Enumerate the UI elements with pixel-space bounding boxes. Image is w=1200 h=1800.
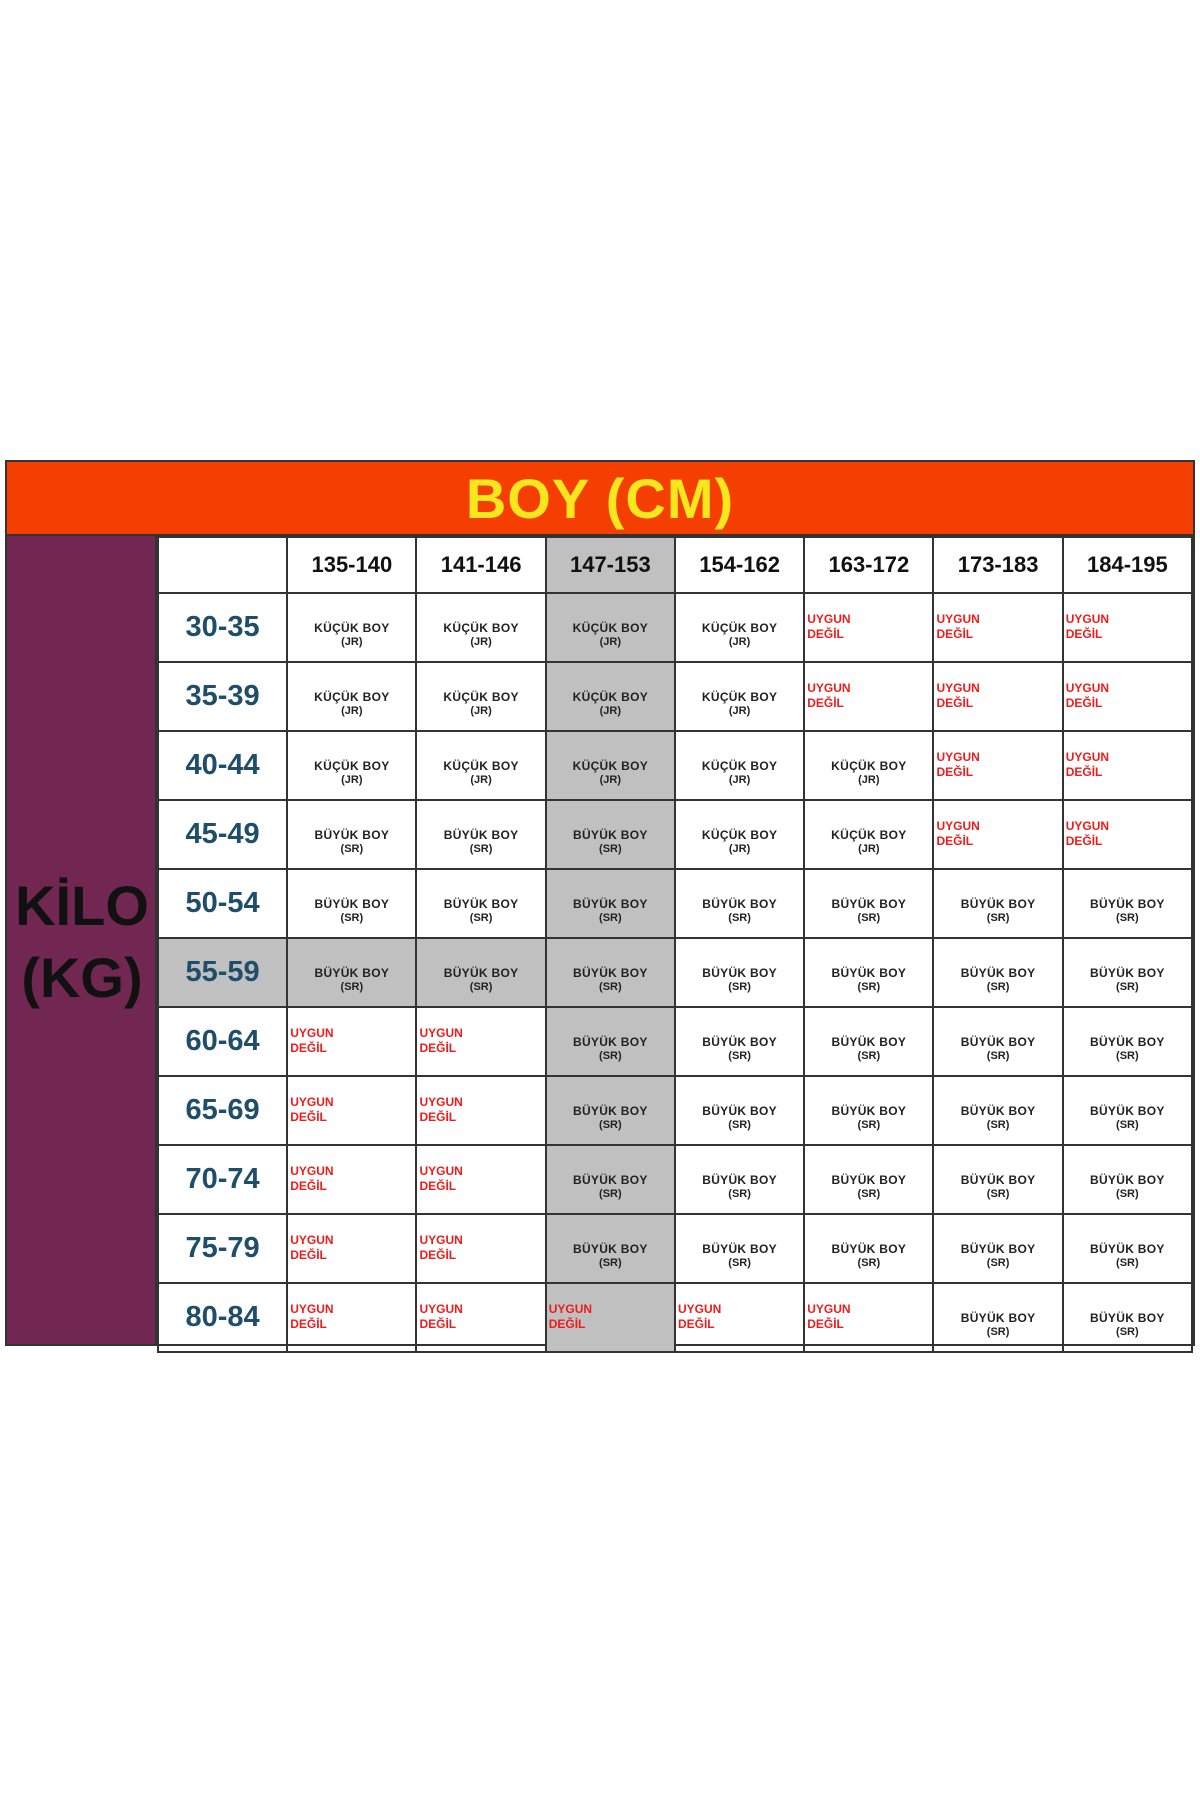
- small-size-cell: [287, 662, 416, 731]
- size-name-label: BÜYÜK BOY: [572, 966, 648, 980]
- not-suitable-label: UYGUN: [548, 1302, 593, 1316]
- size-code-label: (JR): [470, 774, 492, 786]
- weight-row: [158, 662, 1192, 731]
- height-header-cell: [933, 537, 1062, 593]
- not-suitable-label: DEĞİL: [677, 1317, 715, 1331]
- not-suitable-label: UYGUN: [419, 1233, 463, 1247]
- height-header-cell: [1063, 537, 1192, 593]
- size-name-label: BÜYÜK BOY: [1090, 1035, 1165, 1049]
- not-suitable-label: DEĞİL: [936, 696, 974, 710]
- size-name-label: BÜYÜK BOY: [572, 1035, 648, 1049]
- weight-row: [158, 1145, 1192, 1214]
- not-suitable-label: UYGUN: [936, 612, 980, 626]
- weight-range-label: 60-64: [185, 1025, 260, 1057]
- large-size-cell: [675, 938, 804, 1007]
- not-suitable-label: DEĞİL: [290, 1041, 327, 1055]
- size-name-label: BÜYÜK BOY: [1090, 966, 1165, 980]
- size-name-label: KÜÇÜK BOY: [314, 759, 390, 773]
- large-size-cell: [675, 1076, 804, 1145]
- size-name-label: KÜÇÜK BOY: [443, 759, 519, 773]
- size-code-label: (SR): [599, 1050, 622, 1062]
- size-name-label: KÜÇÜK BOY: [831, 828, 907, 842]
- size-code-label: (JR): [470, 705, 492, 717]
- size-code-label: (SR): [857, 1188, 881, 1200]
- large-size-cell: [546, 1145, 675, 1214]
- size-name-label: BÜYÜK BOY: [960, 1173, 1036, 1187]
- not-suitable-cell: [416, 1283, 545, 1352]
- title-bar: [7, 462, 1193, 536]
- height-header-cell: [546, 537, 675, 593]
- not-suitable-label: DEĞİL: [1065, 696, 1103, 710]
- size-code-label: (JR): [341, 774, 363, 786]
- not-suitable-cell: [1063, 662, 1192, 731]
- weight-range-label: 65-69: [185, 1094, 260, 1126]
- size-name-label: BÜYÜK BOY: [572, 1173, 648, 1187]
- not-suitable-cell: [933, 593, 1062, 662]
- not-suitable-cell: [287, 1214, 416, 1283]
- size-name-label: KÜÇÜK BOY: [701, 828, 778, 842]
- not-suitable-label: DEĞİL: [419, 1041, 457, 1055]
- corner-cell: [158, 537, 287, 593]
- size-code-label: (SR): [599, 1257, 622, 1269]
- weight-row: [158, 938, 1192, 1007]
- not-suitable-cell: [675, 1283, 804, 1352]
- large-size-cell: [1063, 1214, 1192, 1283]
- size-name-label: BÜYÜK BOY: [960, 1104, 1036, 1118]
- large-size-cell: [804, 869, 933, 938]
- size-grid: [157, 536, 1193, 1353]
- large-size-cell: [933, 1076, 1062, 1145]
- size-code-label: (SR): [728, 1119, 751, 1131]
- size-name-label: BÜYÜK BOY: [831, 966, 907, 980]
- large-size-cell: [1063, 869, 1192, 938]
- weight-row: [158, 800, 1192, 869]
- large-size-cell: [675, 869, 804, 938]
- not-suitable-label: UYGUN: [1065, 612, 1110, 626]
- not-suitable-label: UYGUN: [290, 1026, 334, 1040]
- height-range-label: 141-146: [440, 552, 522, 577]
- size-code-label: (JR): [599, 774, 622, 786]
- weight-range-label: 35-39: [185, 680, 260, 712]
- small-size-cell: [804, 731, 933, 800]
- weight-range-label: 70-74: [185, 1163, 260, 1195]
- size-code-label: (JR): [858, 843, 880, 855]
- height-range-label: 154-162: [699, 552, 780, 577]
- size-name-label: BÜYÜK BOY: [960, 1035, 1036, 1049]
- size-code-label: (SR): [599, 1188, 622, 1200]
- weight-row: [158, 1007, 1192, 1076]
- not-suitable-label: DEĞİL: [419, 1248, 457, 1262]
- not-suitable-cell: [933, 662, 1062, 731]
- size-name-label: KÜÇÜK BOY: [314, 621, 390, 635]
- size-name-label: KÜÇÜK BOY: [701, 621, 778, 635]
- not-suitable-label: UYGUN: [290, 1233, 334, 1247]
- large-size-cell: [416, 938, 545, 1007]
- size-name-label: BÜYÜK BOY: [314, 966, 390, 980]
- large-size-cell: [933, 938, 1062, 1007]
- size-name-label: BÜYÜK BOY: [572, 897, 648, 911]
- size-name-label: BÜYÜK BOY: [960, 1242, 1036, 1256]
- large-size-cell: [416, 800, 545, 869]
- size-name-label: KÜÇÜK BOY: [314, 690, 390, 704]
- not-suitable-label: UYGUN: [419, 1095, 463, 1109]
- not-suitable-label: DEĞİL: [936, 765, 974, 779]
- not-suitable-label: UYGUN: [807, 681, 851, 695]
- size-name-label: BÜYÜK BOY: [960, 1311, 1036, 1325]
- size-name-label: BÜYÜK BOY: [960, 897, 1036, 911]
- small-size-cell: [675, 593, 804, 662]
- size-name-label: BÜYÜK BOY: [831, 1173, 907, 1187]
- size-name-label: BÜYÜK BOY: [702, 1104, 777, 1118]
- not-suitable-label: DEĞİL: [807, 1317, 844, 1331]
- not-suitable-label: DEĞİL: [419, 1179, 457, 1193]
- size-name-label: BÜYÜK BOY: [314, 828, 390, 842]
- size-code-label: (SR): [469, 912, 493, 924]
- not-suitable-label: DEĞİL: [419, 1317, 457, 1331]
- not-suitable-cell: [933, 800, 1062, 869]
- large-size-cell: [933, 1283, 1062, 1352]
- weight-label-cell: [158, 731, 287, 800]
- size-code-label: (SR): [340, 843, 364, 855]
- not-suitable-cell: [287, 1076, 416, 1145]
- size-code-label: (SR): [599, 843, 622, 855]
- size-name-label: BÜYÜK BOY: [443, 897, 519, 911]
- small-size-cell: [416, 593, 545, 662]
- not-suitable-cell: [804, 593, 933, 662]
- weight-row: [158, 1214, 1192, 1283]
- large-size-cell: [1063, 1145, 1192, 1214]
- large-size-cell: [804, 1145, 933, 1214]
- large-size-cell: [1063, 938, 1192, 1007]
- size-code-label: (JR): [470, 636, 492, 648]
- size-code-label: (SR): [469, 981, 493, 993]
- not-suitable-label: UYGUN: [290, 1302, 334, 1316]
- not-suitable-label: UYGUN: [1065, 750, 1110, 764]
- size-code-label: (SR): [340, 981, 364, 993]
- large-size-cell: [546, 1214, 675, 1283]
- not-suitable-label: DEĞİL: [290, 1248, 327, 1262]
- weight-row: [158, 593, 1192, 662]
- weight-label-cell: [158, 869, 287, 938]
- not-suitable-label: DEĞİL: [807, 627, 844, 641]
- not-suitable-label: DEĞİL: [1065, 834, 1103, 848]
- size-name-label: KÜÇÜK BOY: [572, 690, 649, 704]
- size-code-label: (SR): [469, 843, 493, 855]
- large-size-cell: [1063, 1007, 1192, 1076]
- size-name-label: BÜYÜK BOY: [314, 897, 390, 911]
- size-code-label: (SR): [986, 1119, 1010, 1131]
- size-code-label: (SR): [1116, 1050, 1139, 1062]
- not-suitable-label: UYGUN: [290, 1095, 334, 1109]
- size-name-label: BÜYÜK BOY: [572, 828, 648, 842]
- size-code-label: (SR): [728, 1257, 751, 1269]
- weight-label-cell: [158, 1283, 287, 1352]
- weight-side-panel: [7, 536, 157, 1344]
- not-suitable-cell: [933, 731, 1062, 800]
- large-size-cell: [546, 1076, 675, 1145]
- size-name-label: BÜYÜK BOY: [1090, 1104, 1165, 1118]
- size-code-label: (SR): [1116, 1188, 1139, 1200]
- size-code-label: (SR): [599, 1119, 622, 1131]
- size-code-label: (SR): [728, 1188, 751, 1200]
- not-suitable-label: UYGUN: [1065, 819, 1110, 833]
- size-code-label: (SR): [728, 981, 751, 993]
- large-size-cell: [546, 1007, 675, 1076]
- height-header-cell: [804, 537, 933, 593]
- size-code-label: (JR): [341, 636, 363, 648]
- large-size-cell: [287, 869, 416, 938]
- not-suitable-cell: [1063, 593, 1192, 662]
- size-name-label: BÜYÜK BOY: [831, 1242, 907, 1256]
- not-suitable-cell: [416, 1076, 545, 1145]
- size-name-label: BÜYÜK BOY: [831, 897, 907, 911]
- size-code-label: (SR): [857, 912, 881, 924]
- not-suitable-label: DEĞİL: [290, 1110, 327, 1124]
- size-name-label: BÜYÜK BOY: [1090, 897, 1165, 911]
- large-size-cell: [804, 1007, 933, 1076]
- small-size-cell: [675, 731, 804, 800]
- size-name-label: KÜÇÜK BOY: [572, 759, 649, 773]
- small-size-cell: [416, 731, 545, 800]
- not-suitable-cell: [287, 1145, 416, 1214]
- weight-range-label: 45-49: [185, 818, 260, 850]
- large-size-cell: [933, 1214, 1062, 1283]
- size-code-label: (SR): [1116, 912, 1139, 924]
- size-name-label: KÜÇÜK BOY: [701, 690, 778, 704]
- not-suitable-cell: [287, 1283, 416, 1352]
- size-name-label: KÜÇÜK BOY: [443, 690, 519, 704]
- not-suitable-label: UYGUN: [807, 612, 851, 626]
- size-code-label: (SR): [728, 1050, 751, 1062]
- not-suitable-label: UYGUN: [936, 819, 980, 833]
- small-size-cell: [804, 800, 933, 869]
- size-name-label: BÜYÜK BOY: [702, 966, 777, 980]
- size-code-label: (SR): [1116, 1119, 1139, 1131]
- weight-label-cell: [158, 938, 287, 1007]
- size-name-label: BÜYÜK BOY: [702, 1173, 777, 1187]
- size-code-label: (SR): [986, 1257, 1010, 1269]
- size-name-label: BÜYÜK BOY: [443, 828, 519, 842]
- height-range-label: 184-195: [1086, 552, 1168, 577]
- large-size-cell: [546, 938, 675, 1007]
- size-code-label: (SR): [599, 912, 622, 924]
- weight-range-label: 55-59: [185, 956, 260, 988]
- not-suitable-cell: [287, 1007, 416, 1076]
- size-code-label: (SR): [857, 1257, 881, 1269]
- size-code-label: (JR): [599, 705, 622, 717]
- size-code-label: (JR): [728, 636, 751, 648]
- side-label-line1: KİLO: [15, 874, 149, 937]
- not-suitable-label: UYGUN: [290, 1164, 334, 1178]
- not-suitable-label: DEĞİL: [290, 1317, 327, 1331]
- not-suitable-label: DEĞİL: [1065, 765, 1103, 779]
- size-name-label: KÜÇÜK BOY: [572, 621, 649, 635]
- size-name-label: KÜÇÜK BOY: [831, 759, 907, 773]
- weight-label-cell: [158, 1145, 287, 1214]
- not-suitable-label: UYGUN: [419, 1302, 463, 1316]
- not-suitable-label: UYGUN: [419, 1164, 463, 1178]
- height-header-cell: [416, 537, 545, 593]
- small-size-cell: [546, 731, 675, 800]
- size-code-label: (SR): [599, 981, 622, 993]
- size-code-label: (SR): [857, 1119, 881, 1131]
- not-suitable-label: DEĞİL: [936, 627, 974, 641]
- not-suitable-cell: [804, 662, 933, 731]
- weight-range-label: 50-54: [185, 887, 260, 919]
- size-code-label: (SR): [340, 912, 364, 924]
- not-suitable-label: UYGUN: [419, 1026, 463, 1040]
- size-code-label: (SR): [857, 1050, 881, 1062]
- weight-range-label: 75-79: [185, 1232, 260, 1264]
- weight-row: [158, 869, 1192, 938]
- large-size-cell: [933, 1007, 1062, 1076]
- large-size-cell: [1063, 1283, 1192, 1352]
- weight-label-cell: [158, 662, 287, 731]
- not-suitable-label: DEĞİL: [807, 696, 844, 710]
- weight-label-cell: [158, 1076, 287, 1145]
- side-label-line2: (KG): [21, 946, 143, 1009]
- size-code-label: (SR): [857, 981, 881, 993]
- size-name-label: BÜYÜK BOY: [960, 966, 1036, 980]
- large-size-cell: [1063, 1076, 1192, 1145]
- height-header-cell: [675, 537, 804, 593]
- not-suitable-label: DEĞİL: [936, 834, 974, 848]
- size-code-label: (JR): [599, 636, 622, 648]
- size-code-label: (SR): [986, 912, 1010, 924]
- not-suitable-label: UYGUN: [936, 750, 980, 764]
- not-suitable-label: DEĞİL: [1065, 627, 1103, 641]
- size-name-label: BÜYÜK BOY: [443, 966, 519, 980]
- size-code-label: (SR): [986, 1326, 1010, 1338]
- not-suitable-cell: [416, 1007, 545, 1076]
- height-range-label: 147-153: [569, 552, 651, 577]
- size-code-label: (SR): [1116, 1326, 1139, 1338]
- size-name-label: BÜYÜK BOY: [702, 1242, 777, 1256]
- large-size-cell: [804, 938, 933, 1007]
- large-size-cell: [287, 938, 416, 1007]
- size-name-label: BÜYÜK BOY: [702, 1035, 777, 1049]
- not-suitable-cell: [1063, 731, 1192, 800]
- size-code-label: (JR): [728, 774, 751, 786]
- weight-label-cell: [158, 800, 287, 869]
- large-size-cell: [287, 800, 416, 869]
- weight-row: [158, 1283, 1192, 1352]
- not-suitable-cell: [416, 1145, 545, 1214]
- size-name-label: BÜYÜK BOY: [831, 1035, 907, 1049]
- size-code-label: (SR): [728, 912, 751, 924]
- size-code-label: (JR): [728, 705, 751, 717]
- chart-title: BOY (CM): [465, 466, 735, 530]
- size-code-label: (SR): [1116, 1257, 1139, 1269]
- weight-row: [158, 1076, 1192, 1145]
- small-size-cell: [675, 662, 804, 731]
- small-size-cell: [675, 800, 804, 869]
- size-name-label: KÜÇÜK BOY: [443, 621, 519, 635]
- not-suitable-label: DEĞİL: [290, 1179, 327, 1193]
- size-name-label: BÜYÜK BOY: [1090, 1311, 1165, 1325]
- not-suitable-label: UYGUN: [1065, 681, 1110, 695]
- size-code-label: (SR): [986, 1188, 1010, 1200]
- not-suitable-label: UYGUN: [677, 1302, 722, 1316]
- weight-range-label: 80-84: [185, 1301, 260, 1333]
- large-size-cell: [546, 869, 675, 938]
- not-suitable-cell: [546, 1283, 675, 1352]
- large-size-cell: [416, 869, 545, 938]
- not-suitable-label: DEĞİL: [419, 1110, 457, 1124]
- size-name-label: BÜYÜK BOY: [572, 1104, 648, 1118]
- not-suitable-label: UYGUN: [807, 1302, 851, 1316]
- height-range-label: 163-172: [828, 552, 910, 577]
- size-name-label: BÜYÜK BOY: [1090, 1242, 1165, 1256]
- height-header-cell: [287, 537, 416, 593]
- size-code-label: (SR): [986, 1050, 1010, 1062]
- height-header-row: [158, 537, 1192, 593]
- large-size-cell: [675, 1145, 804, 1214]
- size-name-label: BÜYÜK BOY: [831, 1104, 907, 1118]
- size-code-label: (JR): [341, 705, 363, 717]
- small-size-cell: [416, 662, 545, 731]
- size-code-label: (SR): [1116, 981, 1139, 993]
- small-size-cell: [287, 731, 416, 800]
- small-size-cell: [546, 593, 675, 662]
- weight-range-label: 40-44: [185, 749, 260, 781]
- small-size-cell: [287, 593, 416, 662]
- weight-label-cell: [158, 1214, 287, 1283]
- weight-row: [158, 731, 1192, 800]
- not-suitable-cell: [804, 1283, 933, 1352]
- not-suitable-cell: [416, 1214, 545, 1283]
- weight-label-cell: [158, 1007, 287, 1076]
- size-name-label: BÜYÜK BOY: [572, 1242, 648, 1256]
- large-size-cell: [675, 1214, 804, 1283]
- large-size-cell: [546, 800, 675, 869]
- size-name-label: KÜÇÜK BOY: [701, 759, 778, 773]
- height-range-label: 135-140: [311, 552, 393, 577]
- size-code-label: (SR): [986, 981, 1010, 993]
- size-code-label: (JR): [858, 774, 880, 786]
- small-size-cell: [546, 662, 675, 731]
- size-chart: [5, 460, 1195, 1346]
- size-name-label: BÜYÜK BOY: [702, 897, 777, 911]
- weight-range-label: 30-35: [185, 611, 260, 643]
- size-name-label: BÜYÜK BOY: [1090, 1173, 1165, 1187]
- large-size-cell: [933, 869, 1062, 938]
- large-size-cell: [933, 1145, 1062, 1214]
- large-size-cell: [675, 1007, 804, 1076]
- not-suitable-label: UYGUN: [936, 681, 980, 695]
- large-size-cell: [804, 1076, 933, 1145]
- weight-label-cell: [158, 593, 287, 662]
- large-size-cell: [804, 1214, 933, 1283]
- not-suitable-label: DEĞİL: [548, 1317, 586, 1331]
- height-range-label: 173-183: [957, 552, 1039, 577]
- size-code-label: (JR): [728, 843, 751, 855]
- not-suitable-cell: [1063, 800, 1192, 869]
